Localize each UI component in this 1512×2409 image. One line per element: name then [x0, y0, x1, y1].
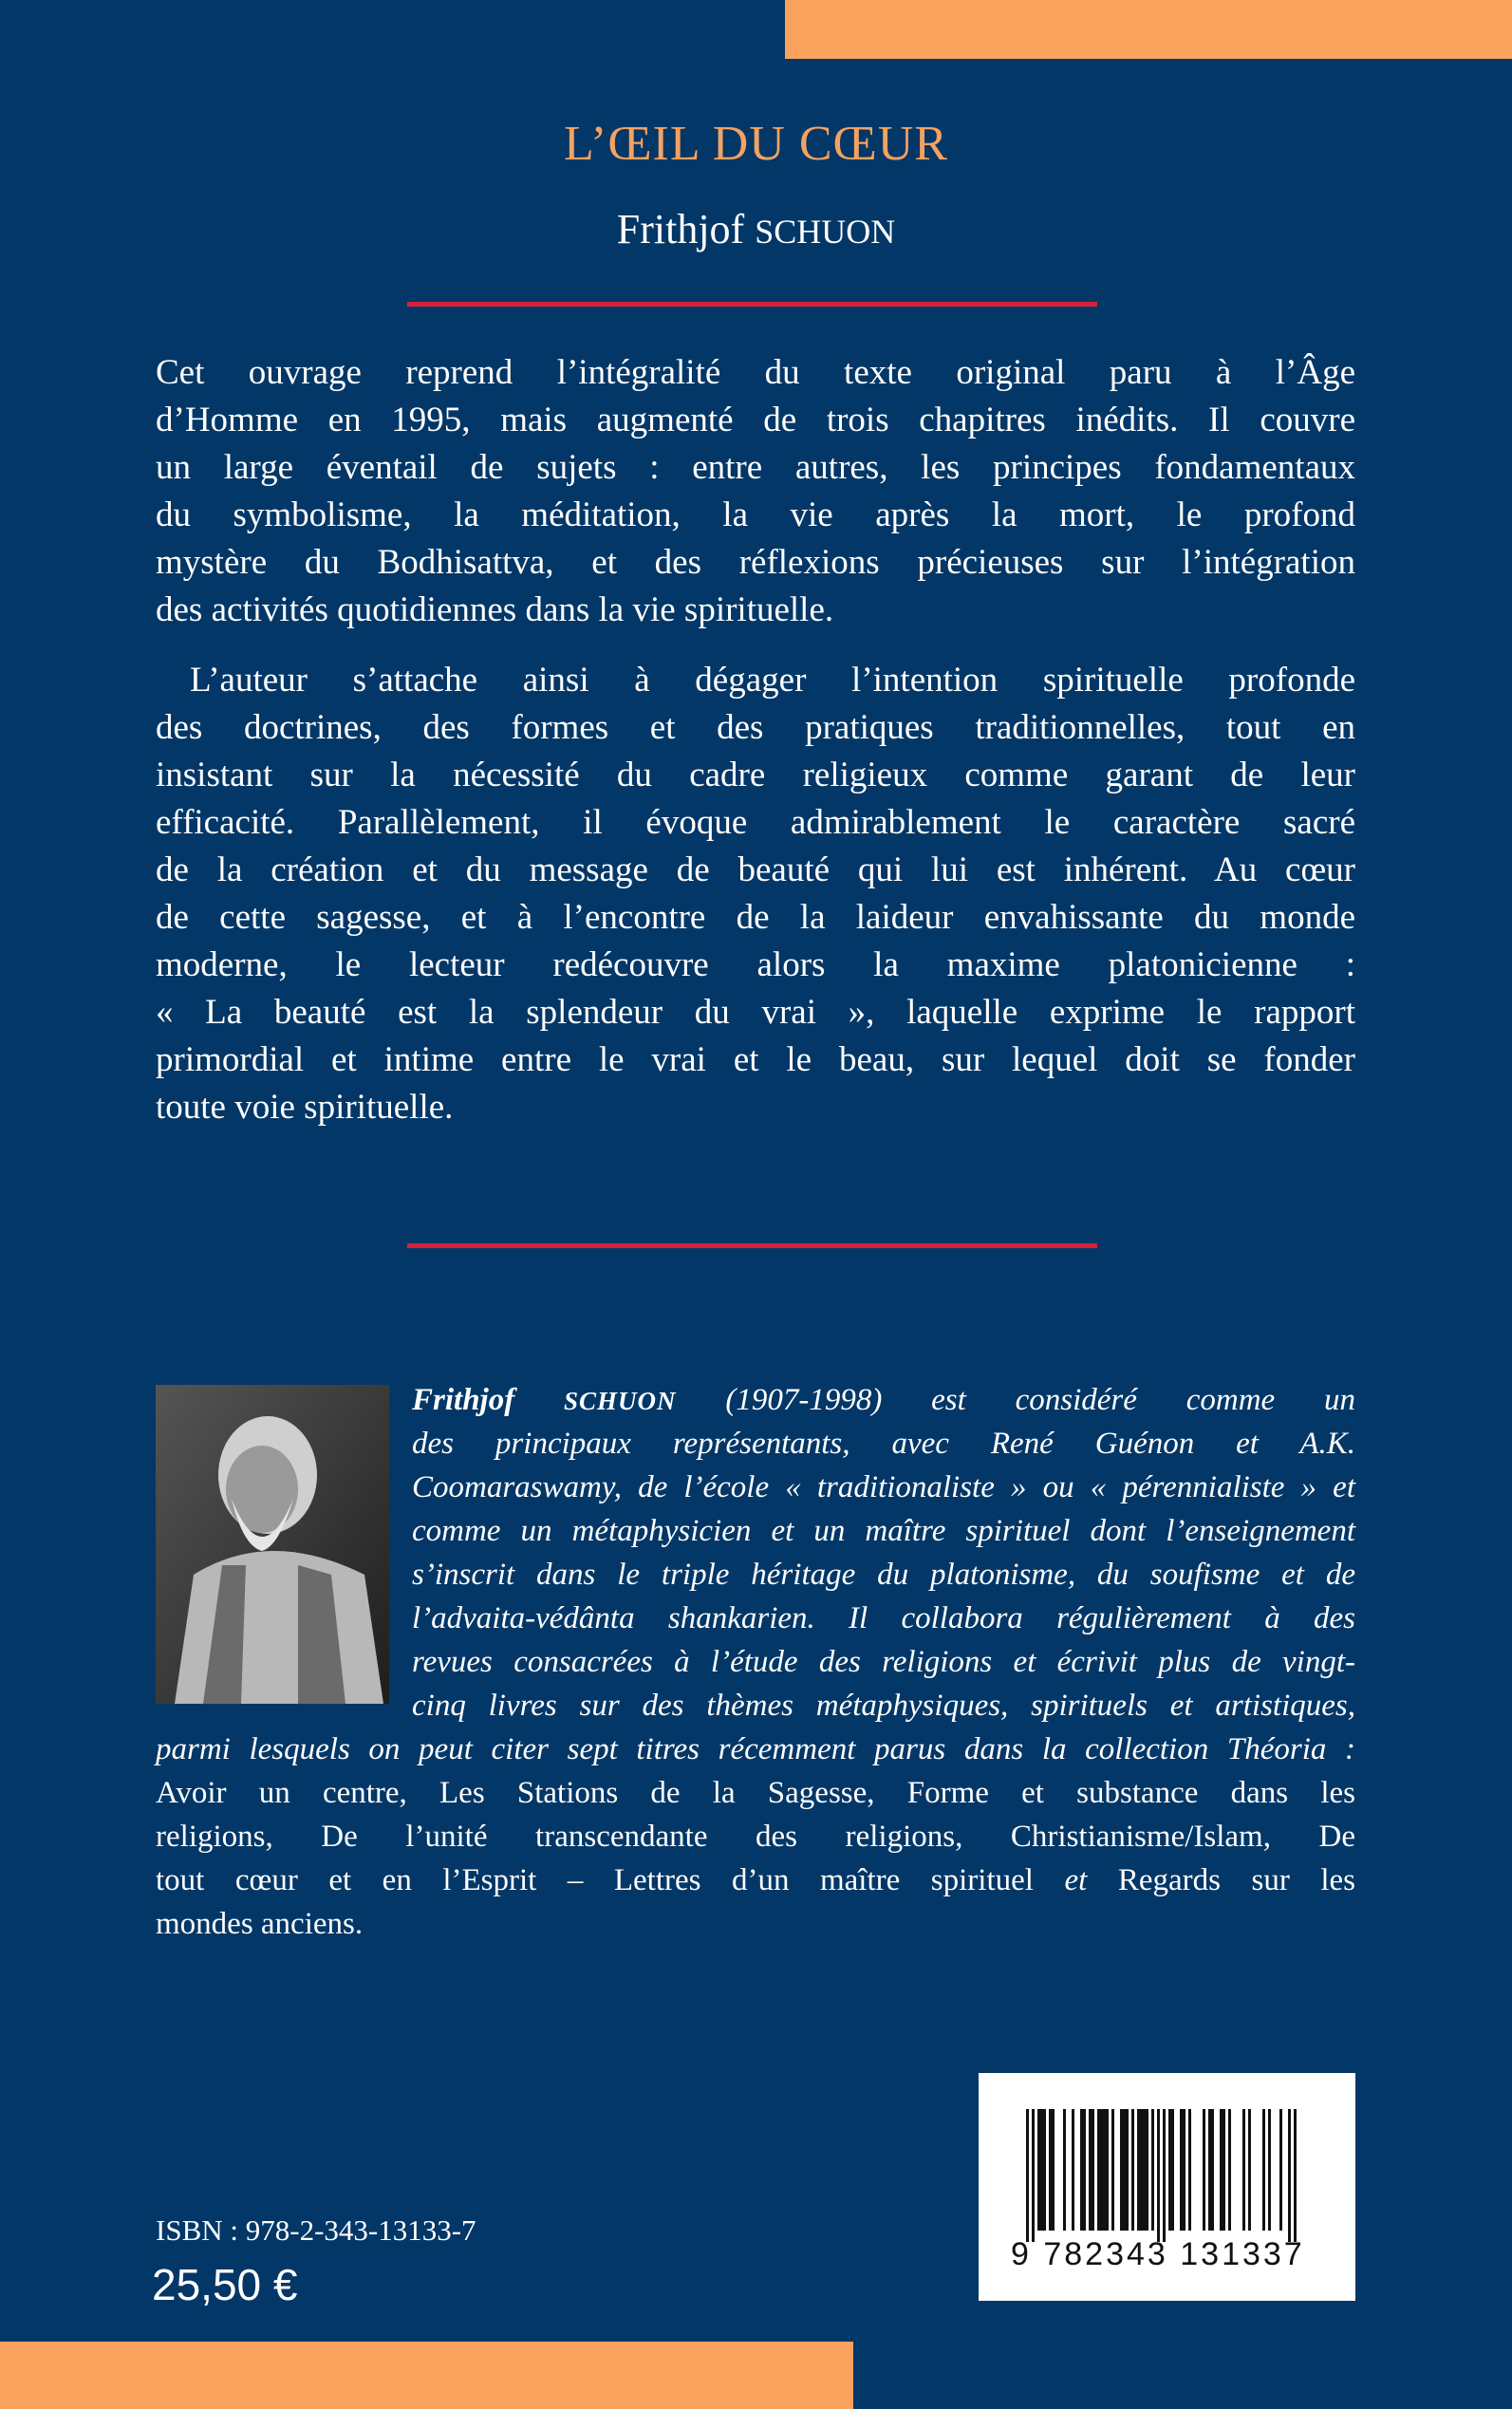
- barcode-bar: [1211, 2109, 1214, 2231]
- barcode-bar: [1262, 2109, 1265, 2231]
- text-line: des doctrines, des formes et des pratiques traditionnelles, tout en: [156, 708, 1355, 747]
- text-line: primordial et intime entre le vrai et le beau, sur lequel doit se fonder: [156, 1040, 1355, 1079]
- barcode-bar: [1168, 2109, 1171, 2231]
- barcode-bar: [1032, 2109, 1035, 2242]
- bio-line-text: (1907-1998) est considéré comme un: [725, 1383, 1355, 1417]
- barcode-bars: [1026, 2109, 1311, 2242]
- barcode-bar: [1083, 2109, 1086, 2231]
- text-line: Avoir un centre, Les Stations de la Sagesse, Forme et substance dans les: [156, 1776, 1355, 1810]
- barcode-bar: [1111, 2109, 1114, 2231]
- text-line: insistant sur la nécessité du cadre religieux comme garant de leur: [156, 756, 1355, 794]
- text-line: cinq livres sur des thèmes métaphysiques, spirituels et artistiques,: [412, 1689, 1355, 1723]
- barcode-bar: [1120, 2109, 1123, 2231]
- text-line: mystère du Bodhisattva, et des réflexions précieuses sur l’intégration: [156, 543, 1355, 582]
- bio-author-last: SCHUON: [564, 1387, 677, 1415]
- barcode-bar: [1242, 2109, 1245, 2231]
- bio-italic-lines: [156, 1422, 1355, 1727]
- barcode-bar: [1143, 2109, 1146, 2231]
- barcode-bar: [1223, 2109, 1225, 2231]
- text-line: « La beauté est la splendeur du vrai », laquelle exprime le rapport: [156, 993, 1355, 1032]
- barcode-bar: [1072, 2109, 1074, 2231]
- barcode-bar: [1294, 2109, 1297, 2242]
- barcode-bar: [1151, 2109, 1154, 2231]
- bottom-orange-band: [0, 2342, 853, 2409]
- text-line: Cet ouvrage reprend l’intégralité du texte original paru à l’Âge: [156, 353, 1355, 392]
- barcode-bar: [1043, 2109, 1046, 2231]
- text-line: toute voie spirituelle.: [156, 1088, 454, 1127]
- text-line: de la création et du message de beauté qui lui est inhérent. Au cœur: [156, 850, 1355, 889]
- author-last-name: SCHUON: [755, 213, 896, 251]
- barcode-bar: [1097, 2109, 1100, 2231]
- price: 25,50 €: [152, 2260, 298, 2309]
- barcode-bar: [1157, 2109, 1160, 2242]
- barcode-bar: [1248, 2109, 1251, 2231]
- text-line: des principaux représentants, avec René Guénon et A.K.: [412, 1427, 1355, 1461]
- divider-top: [407, 302, 1097, 307]
- divider-bottom: [407, 1243, 1097, 1248]
- barcode-bar: [1092, 2109, 1094, 2231]
- text-line: Coomaraswamy, de l’école « traditionaliste » ou « pérennialiste » et: [412, 1470, 1355, 1504]
- text-line: d’Homme en 1995, mais augmenté de trois chapitres inédits. Il couvre: [156, 401, 1355, 439]
- text-line: efficacité. Parallèlement, il évoque admirablement le caractère sacré: [156, 803, 1355, 842]
- top-orange-band: [785, 0, 1512, 59]
- book-title: L’ŒIL DU CŒUR: [564, 117, 948, 171]
- barcode-bar: [1288, 2109, 1291, 2242]
- summary-paragraph-1: [156, 349, 1355, 634]
- text-line: du symbolisme, la méditation, la vie après la mort, le profond: [156, 495, 1355, 534]
- barcode-bar: [1100, 2109, 1103, 2231]
- barcode-bar: [1188, 2109, 1191, 2231]
- barcode-bar: [1203, 2109, 1205, 2231]
- bio-line: mondes anciens.: [156, 1907, 364, 1941]
- barcode-bar: [1137, 2109, 1140, 2231]
- author-name: [0, 205, 1512, 253]
- barcode-digits: 9 782343 131337: [1011, 2236, 1305, 2272]
- barcode-bar: [1183, 2109, 1185, 2231]
- barcode-bar: [1089, 2109, 1092, 2231]
- barcode-bar: [1106, 2109, 1109, 2231]
- barcode-bar: [1180, 2109, 1183, 2231]
- barcode-bar: [1163, 2109, 1166, 2242]
- barcode-bar: [1279, 2109, 1282, 2231]
- barcode-bar: [1037, 2109, 1040, 2231]
- barcode-bar: [1126, 2109, 1129, 2231]
- barcode-bar: [1146, 2109, 1148, 2231]
- summary-paragraph-2: [156, 657, 1355, 1131]
- barcode-bar: [1080, 2109, 1083, 2231]
- text-line: s’inscrit dans le triple héritage du platonisme, du soufisme et de: [412, 1558, 1355, 1592]
- barcode-bar: [1268, 2109, 1271, 2231]
- text-line: revues consacrées à l’étude des religions et écrivit plus de vingt-: [412, 1645, 1355, 1679]
- barcode-bar: [1131, 2109, 1134, 2231]
- text-line: L’auteur s’attache ainsi à dégager l’intention spirituelle profonde: [190, 661, 1355, 700]
- barcode-bar: [1052, 2109, 1055, 2231]
- barcode-bar: [1208, 2109, 1211, 2231]
- bio-author-first: Frithjof: [412, 1383, 515, 1417]
- barcode-bar: [1040, 2109, 1043, 2231]
- barcode-bar: [1171, 2109, 1174, 2231]
- bio-line: [412, 1378, 1355, 1422]
- author-biography: [156, 1378, 1355, 1946]
- bio-line: [156, 1858, 1355, 1902]
- text-line: de cette sagesse, et à l’encontre de la laideur envahissante du monde: [156, 898, 1355, 937]
- barcode-bar: [1063, 2109, 1066, 2231]
- bio-line-text: et: [1064, 1863, 1088, 1897]
- barcode-bar: [1140, 2109, 1143, 2231]
- barcode-bar: [1228, 2109, 1231, 2231]
- barcode: [979, 2073, 1355, 2301]
- barcode-bar: [1220, 2109, 1223, 2231]
- isbn: ISBN : 978-2-343-13133-7: [156, 2213, 476, 2247]
- barcode-bar: [1049, 2109, 1052, 2231]
- text-line: religions, De l’unité transcendante des religions, Christianisme/Islam, De: [156, 1820, 1355, 1854]
- bio-line-text: Regards sur les: [1117, 1863, 1356, 1897]
- bio-line-text: tout cœur et en l’Esprit – Lettres d’un maître spirituel: [156, 1863, 1034, 1897]
- text-line: un large éventail de sujets : entre autres, les principes fondamentaux: [156, 448, 1355, 487]
- text-line: des activités quotidiennes dans la vie spirituelle.: [156, 590, 834, 629]
- barcode-bar: [1026, 2109, 1029, 2242]
- barcode-bar: [1123, 2109, 1126, 2231]
- text-line: l’advaita-védânta shankarien. Il collabora régulièrement à des: [412, 1601, 1355, 1635]
- text-line: moderne, le lecteur redécouvre alors la maxime platonicienne :: [156, 945, 1355, 984]
- bio-line: parmi lesquels on peut citer sept titres récemment parus dans la collection Théoria :: [156, 1732, 1355, 1766]
- barcode-bar: [1103, 2109, 1106, 2231]
- author-first-name: Frithjof: [616, 206, 745, 252]
- text-line: comme un métaphysicien et un maître spirituel dont l’enseignement: [412, 1514, 1355, 1548]
- bio-roman-lines: [156, 1771, 1355, 1858]
